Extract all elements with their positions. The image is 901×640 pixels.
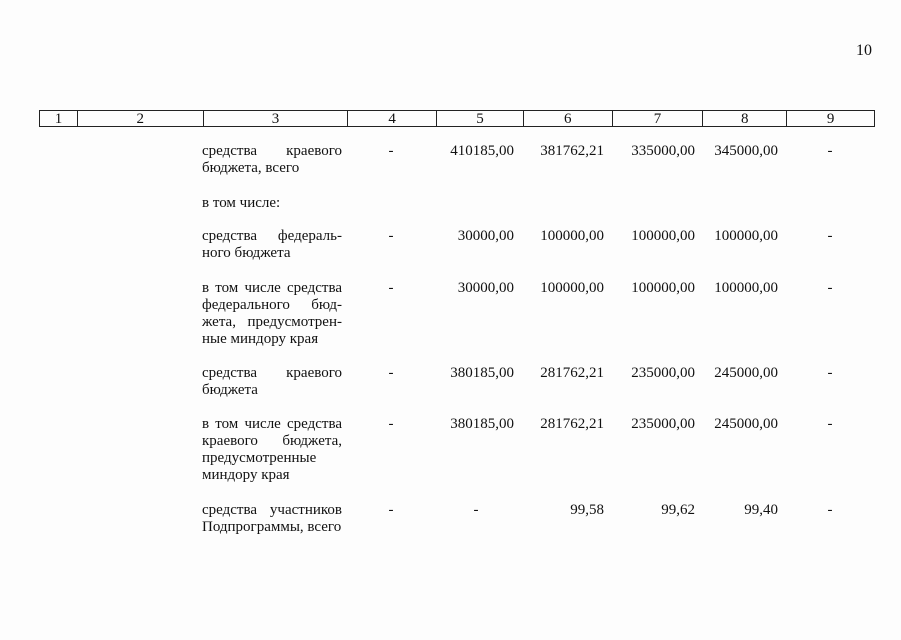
- table-header-row: [39, 110, 875, 127]
- cell-col-8: 100000,00: [714, 228, 778, 244]
- cell-col-5: 30000,00: [457, 280, 514, 296]
- row-label: средства федераль- ного бюджета: [202, 228, 342, 261]
- cell-col-9: -: [827, 365, 833, 381]
- row-label: в том числе средства краевого бюджета, предусмотренные миндору края: [202, 416, 342, 483]
- cell-col-6: 281762,21: [540, 416, 604, 432]
- cell-col-7: 99,62: [661, 502, 695, 518]
- cell-col-9: -: [827, 143, 833, 159]
- column-number-7: 7: [613, 111, 704, 126]
- cell-col-6: 381762,21: [540, 143, 604, 159]
- column-number-5: 5: [437, 111, 524, 126]
- cell-col-8: 345000,00: [714, 143, 778, 159]
- column-number-3: 3: [204, 111, 349, 126]
- cell-col-5: 30000,00: [457, 228, 514, 244]
- cell-col-4: -: [388, 228, 394, 244]
- cell-col-8: 99,40: [744, 502, 778, 518]
- cell-col-7: 100000,00: [631, 280, 695, 296]
- column-number-9: 9: [826, 111, 835, 127]
- column-number-8: 8: [703, 111, 787, 126]
- cell-col-6: 100000,00: [540, 280, 604, 296]
- cell-col-8: 245000,00: [714, 416, 778, 432]
- row-label: средства краевого бюджета: [202, 365, 342, 398]
- row-label: в том числе средства федерального бюд- жета, предусмотрен- ные миндору края: [202, 280, 342, 347]
- cell-col-9: -: [827, 280, 833, 296]
- cell-col-5: 380185,00: [450, 416, 514, 432]
- cell-col-6: 99,58: [570, 502, 604, 518]
- cell-col-9: -: [827, 416, 833, 432]
- cell-col-5: 380185,00: [450, 365, 514, 381]
- column-number-1: 1: [40, 111, 78, 126]
- cell-col-4: -: [388, 365, 394, 381]
- column-number-6: 6: [524, 111, 613, 126]
- cell-col-6: 100000,00: [540, 228, 604, 244]
- row-label: средства краевого бюджета, всего: [202, 143, 342, 176]
- cell-col-7: 335000,00: [631, 143, 695, 159]
- cell-col-5: 410185,00: [450, 143, 514, 159]
- cell-col-9: -: [827, 228, 833, 244]
- row-label: в том числе:: [202, 195, 281, 211]
- cell-col-5: -: [473, 502, 479, 518]
- page-number: 10: [856, 42, 872, 59]
- cell-col-7: 235000,00: [631, 416, 695, 432]
- cell-col-7: 100000,00: [631, 228, 695, 244]
- cell-col-7: 235000,00: [631, 365, 695, 381]
- cell-col-6: 281762,21: [540, 365, 604, 381]
- cell-col-4: -: [388, 280, 394, 296]
- column-number-4: 4: [348, 111, 437, 126]
- cell-col-8: 245000,00: [714, 365, 778, 381]
- cell-col-4: -: [388, 143, 394, 159]
- row-label: средства участников Подпрограммы, всего: [202, 502, 342, 535]
- cell-col-8: 100000,00: [714, 280, 778, 296]
- column-number-2: 2: [78, 111, 204, 126]
- cell-col-4: -: [388, 416, 394, 432]
- cell-col-9: -: [827, 502, 833, 518]
- cell-col-4: -: [388, 502, 394, 518]
